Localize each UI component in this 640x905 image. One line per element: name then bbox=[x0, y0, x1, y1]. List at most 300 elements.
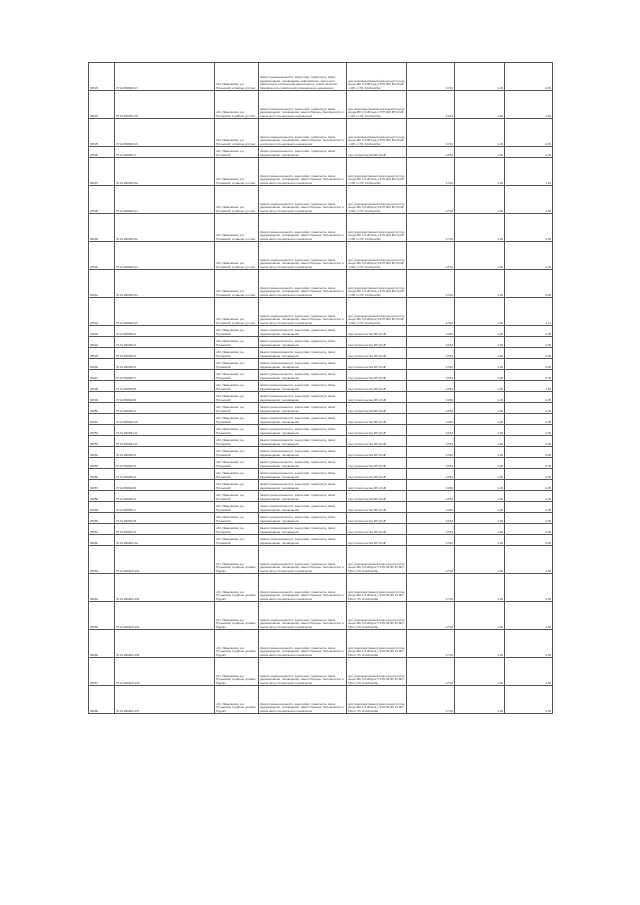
table-row bbox=[89, 513, 553, 524]
location-cell: обл. Ивановская, р-н Пучежский, в районе д.Стоки bbox=[215, 242, 259, 270]
land-category-cell: Земли промышленности, энергетики, транспорта, связи, радиовещания, телевидения, земли обороны, безопасности и земли иного специального назначения bbox=[259, 91, 347, 119]
land-category-cell: Земли промышленности, энергетики, транспорта, связи, радиовещания, телевидения, земли обороны, безопасности и земли иного специального назначения bbox=[259, 186, 347, 214]
cadastral-number-cell: 37:10:060603:4 bbox=[115, 337, 215, 348]
value-cell: 0,65 bbox=[505, 630, 553, 658]
location-cell: обл. Ивановская, р-н Пучежский bbox=[215, 480, 259, 491]
area-cell: 0,704 bbox=[407, 686, 455, 714]
cadastral-number-cell: 37:10:060603:5 bbox=[115, 348, 215, 359]
area-cell: 2,304 bbox=[407, 298, 455, 326]
value-cell: 0,05 bbox=[505, 535, 553, 546]
cadastral-number-cell: 37:10:060604:12 bbox=[115, 436, 215, 447]
area-cell: 0,054 bbox=[407, 535, 455, 546]
land-category-cell: Земли промышленности, энергетики, транспорта, связи, радиовещания, телевидения bbox=[259, 147, 347, 158]
location-cell: обл. Ивановская, р-н Пучежский bbox=[215, 502, 259, 513]
land-category-cell: Земли промышленности, энергетики, транспорта, связи, радиовещания, телевидения bbox=[259, 469, 347, 480]
land-category-cell: Земли промышленности, энергетики, транспорта, связи, радиовещания, телевидения bbox=[259, 447, 347, 458]
row-number-cell: 06038 bbox=[89, 186, 115, 214]
cadastral-number-cell: 37:10:060604:2 bbox=[115, 447, 215, 458]
table-row bbox=[89, 414, 553, 425]
row-number-cell: 06068 bbox=[89, 686, 115, 714]
table-row bbox=[89, 524, 553, 535]
area-cell: 0,054 bbox=[407, 147, 455, 158]
land-category-cell: Земли промышленности, энергетики, транспорта, связи, радиовещания, телевидения bbox=[259, 480, 347, 491]
row-number-cell: 06046 bbox=[89, 359, 115, 370]
table-row bbox=[89, 348, 553, 359]
row-number-cell: 06056 bbox=[89, 469, 115, 480]
row-number-cell: 06058 bbox=[89, 491, 115, 502]
cadastral-number-cell: 37:10:060603:24 bbox=[115, 270, 215, 298]
land-category-cell: Земли промышленности, энергетики, транспорта, связи, радиовещания, телевидения, земли обороны, безопасности и земли иного специального назначения bbox=[259, 686, 347, 714]
cadastral-number-cell: 37:10:060603:21 bbox=[115, 186, 215, 214]
value-cell: 0,05 bbox=[505, 359, 553, 370]
permitted-use-cell: для производственной деятельности (под опоры ВЛ 0,4 кВ фид.1 КТП-303 ВЛ 10 кВ ч 130 от ПС Хлебороба) bbox=[347, 214, 407, 242]
coefficient-cell: 1,00 bbox=[455, 491, 505, 502]
area-cell: 0,054 bbox=[407, 458, 455, 469]
location-cell: обл. Ивановская, р-н Пучежский bbox=[215, 403, 259, 414]
row-number-cell: 06043 bbox=[89, 326, 115, 337]
permitted-use-cell: под строительство ВЛ 10 кВ bbox=[347, 414, 407, 425]
permitted-use-cell: для производственной деятельности (под опоры ВЛ 0,4 кВ фид.4 КТП-303 ВЛ 10 кВ ч 130 от ПС Хлебороба) bbox=[347, 119, 407, 147]
row-number-cell: 06061 bbox=[89, 524, 115, 535]
land-category-cell: Земли промышленности, энергетики, транспорта, связи, радиовещания, телевидения bbox=[259, 436, 347, 447]
location-cell: обл. Ивановская, р-н Пучежский, в районе д.Стоки bbox=[215, 119, 259, 147]
row-number-cell: 06066 bbox=[89, 630, 115, 658]
cadastral-number-cell: 37:10:060605:105 bbox=[115, 630, 215, 658]
location-cell: обл. Ивановская, р-н Пучежский bbox=[215, 436, 259, 447]
permitted-use-cell: под строительство ВЛ 10 кВ bbox=[347, 458, 407, 469]
permitted-use-cell: для производственной деятельности (под опоры ВЛ 0,4 кВ фид.4 КТП-303 ВЛ 10 кВ ч 130 от ПС Хлебороба) bbox=[347, 298, 407, 326]
coefficient-cell: 1,00 bbox=[455, 535, 505, 546]
permitted-use-cell: под строительство ВЛ 10 кВ bbox=[347, 348, 407, 359]
permitted-use-cell: под строительство ВЛ 10 кВ bbox=[347, 469, 407, 480]
permitted-use-cell: под строительство ВЛ 10 кВ bbox=[347, 447, 407, 458]
row-number-cell: 06034 bbox=[89, 91, 115, 119]
land-category-cell: Земли промышленности, энергетики, транспорта, связи, радиовещания, телевидения, земли обороны, безопасности и земли иного специального назначения bbox=[259, 242, 347, 270]
land-category-cell: Земли промышленности, энергетики, транспорта, связи, радиовещания, телевидения bbox=[259, 392, 347, 403]
location-cell: обл. Ивановская, р-н Пучежский, в районе д.Новое Пудово bbox=[215, 630, 259, 658]
land-category-cell: Земли промышленности, энергетики, транспорта, связи, радиовещания, телевидения bbox=[259, 337, 347, 348]
coefficient-cell: 1,00 bbox=[455, 381, 505, 392]
table-row bbox=[89, 502, 553, 513]
coefficient-cell: 1,00 bbox=[455, 469, 505, 480]
table-row bbox=[89, 63, 553, 91]
coefficient-cell: 1,00 bbox=[455, 686, 505, 714]
land-category-cell: Земли промышленности, энергетики, транспорта, связи, радиовещания, телевидения, земли обороны, безопасности и земли иного специального назначения bbox=[259, 546, 347, 574]
value-cell: 0,05 bbox=[505, 414, 553, 425]
land-category-cell: Земли промышленности, энергетики, транспорта, связи, радиовещания, телевидения bbox=[259, 524, 347, 535]
location-cell: обл. Ивановская, р-н Пучежский, в районе д.Новое Пудово bbox=[215, 602, 259, 630]
area-cell: 0,704 bbox=[407, 63, 455, 91]
table-row bbox=[89, 370, 553, 381]
land-category-cell: Земли промышленности, энергетики, транспорта, связи, радиовещания, телевидения bbox=[259, 326, 347, 337]
land-category-cell: Земли промышленности, энергетики, транспорта, связи, радиовещания, телевидения bbox=[259, 491, 347, 502]
coefficient-cell: 1,00 bbox=[455, 359, 505, 370]
permitted-use-cell: под строительство ВЛ 10 кВ bbox=[347, 337, 407, 348]
area-cell: 0,704 bbox=[407, 574, 455, 602]
value-cell: 0,05 bbox=[505, 447, 553, 458]
coefficient-cell: 1,00 bbox=[455, 337, 505, 348]
value-cell: 1,25 bbox=[505, 381, 553, 392]
area-cell: 0,054 bbox=[407, 370, 455, 381]
value-cell: 0,05 bbox=[505, 392, 553, 403]
cadastral-number-cell: 37:10:060605:103 bbox=[115, 574, 215, 602]
location-cell: обл. Ивановская, р-н Пучежский bbox=[215, 414, 259, 425]
permitted-use-cell: под строительство ВЛ 10 кВ bbox=[347, 359, 407, 370]
table-row bbox=[89, 337, 553, 348]
row-number-cell: 06055 bbox=[89, 458, 115, 469]
value-cell: 0,05 bbox=[505, 436, 553, 447]
land-category-cell: Земли промышленности, энергетики, транспорта, связи, радиовещания, телевидения bbox=[259, 458, 347, 469]
cadastral-number-cell: 37:10:060603:18 bbox=[115, 91, 215, 119]
cadastral-number-cell: 37:10:060605:107 bbox=[115, 686, 215, 714]
row-number-cell: 06048 bbox=[89, 381, 115, 392]
coefficient-cell: 1,00 bbox=[455, 447, 505, 458]
land-category-cell: Земли промышленности, энергетики, транспорта, связи, радиовещания, телевидения, земли обороны, безопасности и земли иного специального назначения bbox=[259, 298, 347, 326]
location-cell: обл. Ивановская, р-н Пучежский, в районе д.Стоки bbox=[215, 214, 259, 242]
value-cell: 0,05 bbox=[505, 370, 553, 381]
table-row bbox=[89, 326, 553, 337]
location-cell: обл. Ивановская, р-н Пучежский bbox=[215, 381, 259, 392]
value-cell: 0,65 bbox=[505, 574, 553, 602]
area-cell: 0,704 bbox=[407, 630, 455, 658]
row-number-cell: 06044 bbox=[89, 337, 115, 348]
location-cell: обл. Ивановская, р-н Пучежский bbox=[215, 491, 259, 502]
area-cell: 0,054 bbox=[407, 469, 455, 480]
coefficient-cell: 1,00 bbox=[455, 546, 505, 574]
value-cell: 1,93 bbox=[505, 158, 553, 186]
value-cell: 0,65 bbox=[505, 602, 553, 630]
location-cell: обл. Ивановская, р-н Пучежский bbox=[215, 524, 259, 535]
cadastral-number-cell: 37:10:060603:17 bbox=[115, 63, 215, 91]
coefficient-cell: 1,00 bbox=[455, 480, 505, 491]
table-row bbox=[89, 658, 553, 686]
permitted-use-cell: под строительство ВЛ 10 кВ bbox=[347, 513, 407, 524]
value-cell: 0,05 bbox=[505, 242, 553, 270]
value-cell: 0,05 bbox=[505, 469, 553, 480]
location-cell: обл. Ивановская, р-н Пучежский, в районе д.Стоки bbox=[215, 186, 259, 214]
value-cell: 0,05 bbox=[505, 326, 553, 337]
area-cell: 0,704 bbox=[407, 546, 455, 574]
table-row bbox=[89, 91, 553, 119]
cadastral-number-cell: 37:10:060603:8 bbox=[115, 381, 215, 392]
area-cell: 0,704 bbox=[407, 602, 455, 630]
land-category-cell: Земли промышленности, энергетики, транспорта, связи, радиовещания, телевидения, земли обороны, безопасности и земли иного специального назначения bbox=[259, 658, 347, 686]
cadastral-number-cell: 37:10:060605:10 bbox=[115, 535, 215, 546]
cadastral-number-cell: 37:10:060603:3 bbox=[115, 326, 215, 337]
table-row bbox=[89, 119, 553, 147]
coefficient-cell: 1,00 bbox=[455, 392, 505, 403]
coefficient-cell: 1,00 bbox=[455, 147, 505, 158]
cadastral-number-cell: 37:10:060605:104 bbox=[115, 602, 215, 630]
row-number-cell: 06057 bbox=[89, 480, 115, 491]
area-cell: 0,054 bbox=[407, 502, 455, 513]
table-row bbox=[89, 630, 553, 658]
cadastral-number-cell: 37:10:060604:6 bbox=[115, 491, 215, 502]
location-cell: обл. Ивановская, р-н Пучежский bbox=[215, 392, 259, 403]
table-row bbox=[89, 242, 553, 270]
location-cell: обл. Ивановская, р-н Пучежский, в районе д.Новое Пудово bbox=[215, 546, 259, 574]
value-cell: 0,65 bbox=[505, 63, 553, 91]
row-number-cell: 06052 bbox=[89, 425, 115, 436]
area-cell: 0,054 bbox=[407, 524, 455, 535]
cadastral-number-cell: 37:10:060604:8 bbox=[115, 513, 215, 524]
row-number-cell: 06036 bbox=[89, 147, 115, 158]
land-category-cell: Земли промышленности, энергетики, транспорта, связи, радиовещания, телевидения bbox=[259, 370, 347, 381]
table-row bbox=[89, 480, 553, 491]
coefficient-cell: 1,00 bbox=[455, 119, 505, 147]
location-cell: обл. Ивановская, р-н Пучежский bbox=[215, 370, 259, 381]
row-number-cell: 06050 bbox=[89, 403, 115, 414]
permitted-use-cell: для производственной деятельности (под опоры ВЛ 0,4 кВ фид.1 КТП-303 ВЛ 10 кВ ч 130 от ПС Хлебороба) bbox=[347, 270, 407, 298]
table-row bbox=[89, 392, 553, 403]
permitted-use-cell: под строительство ВЛ 10 кВ bbox=[347, 425, 407, 436]
coefficient-cell: 1,00 bbox=[455, 270, 505, 298]
cadastral-number-cell: 37:10:060604:5 bbox=[115, 480, 215, 491]
location-cell: обл. Ивановская, р-н Пучежский bbox=[215, 447, 259, 458]
row-number-cell: 06060 bbox=[89, 513, 115, 524]
value-cell: 0,05 bbox=[505, 425, 553, 436]
cadastral-number-cell: 37:10:060604:1 bbox=[115, 403, 215, 414]
cadastral-number-cell: 37:10:060603:22 bbox=[115, 214, 215, 242]
table-row bbox=[89, 270, 553, 298]
table-row bbox=[89, 425, 553, 436]
coefficient-cell: 1,00 bbox=[455, 425, 505, 436]
row-number-cell: 06067 bbox=[89, 658, 115, 686]
table-row bbox=[89, 436, 553, 447]
row-number-cell: 06047 bbox=[89, 370, 115, 381]
value-cell: 0,05 bbox=[505, 524, 553, 535]
cadastral-number-cell: 37:10:060603:7 bbox=[115, 370, 215, 381]
land-category-cell: Земли промышленности, энергетики, транспорта, связи, радиовещания, телевидения, земли обороны, безопасности и земли иного специального назначения bbox=[259, 214, 347, 242]
row-number-cell: 06053 bbox=[89, 436, 115, 447]
permitted-use-cell: под строительство ВЛ 10 кВ bbox=[347, 491, 407, 502]
permitted-use-cell: под строительство ВЛ 10 кВ bbox=[347, 392, 407, 403]
row-number-cell: 06063 bbox=[89, 546, 115, 574]
table-row bbox=[89, 214, 553, 242]
coefficient-cell: 1,00 bbox=[455, 91, 505, 119]
permitted-use-cell: для производственной деятельности (под опоры ВЛ 0,4 кВ фид.4 КТП-303 ВЛ 10 кВ ч 130 от ПС Хлебороба) bbox=[347, 186, 407, 214]
land-category-cell: Земли промышленности, энергетики, транспорта, связи, радиовещания, телевидения bbox=[259, 414, 347, 425]
permitted-use-cell: для производственной деятельности (под опоры ВЛ 0,4 кВ фид.1 КТП-46 ВЛ 10 кВ ч 130 от ПС Хлебороба) bbox=[347, 546, 407, 574]
location-cell: обл. Ивановская, р-н Пучежский bbox=[215, 469, 259, 480]
coefficient-cell: 1,00 bbox=[455, 458, 505, 469]
cadastral-number-cell: 37:10:060604:9 bbox=[115, 524, 215, 535]
table-row bbox=[89, 298, 553, 326]
value-cell: 0,05 bbox=[505, 403, 553, 414]
permitted-use-cell: под строительство ВЛ 10 кВ bbox=[347, 326, 407, 337]
land-category-cell: Земли промышленности, энергетики, транспорта, связи, радиовещания, телевидения bbox=[259, 502, 347, 513]
permitted-use-cell: для производственной деятельности (под опоры ВЛ 0,4 кВ фид.1 КТП-303 ВЛ 10 кВ ч 130 от ПС Хлебороба) bbox=[347, 91, 407, 119]
coefficient-cell: 1,00 bbox=[455, 630, 505, 658]
table-row bbox=[89, 574, 553, 602]
coefficient-cell: 1,00 bbox=[455, 63, 505, 91]
coefficient-cell: 1,00 bbox=[455, 524, 505, 535]
land-category-cell: Земли промышленности, энергетики, транспорта, связи, радиовещания, телевидения, земли обороны, безопасности и земли иного специального назначения bbox=[259, 270, 347, 298]
land-category-cell: Земли промышленности, энергетики, транспорта, связи, радиовещания, телевидения bbox=[259, 403, 347, 414]
value-cell: 0,05 bbox=[505, 348, 553, 359]
table-row bbox=[89, 491, 553, 502]
row-number-cell: 06049 bbox=[89, 392, 115, 403]
area-cell: 0,054 bbox=[407, 447, 455, 458]
row-number-cell: 06040 bbox=[89, 242, 115, 270]
area-cell: 0,054 bbox=[407, 348, 455, 359]
coefficient-cell: 1,00 bbox=[455, 502, 505, 513]
area-cell: 0,054 bbox=[407, 337, 455, 348]
table-row bbox=[89, 186, 553, 214]
permitted-use-cell: под строительство ВЛ 10 кВ bbox=[347, 381, 407, 392]
row-number-cell: 06037 bbox=[89, 158, 115, 186]
area-cell: 0,054 bbox=[407, 436, 455, 447]
coefficient-cell: 1,00 bbox=[455, 403, 505, 414]
area-cell: 0,104 bbox=[407, 270, 455, 298]
row-number-cell: 06042 bbox=[89, 298, 115, 326]
row-number-cell: 06054 bbox=[89, 447, 115, 458]
value-cell: 0,05 bbox=[505, 491, 553, 502]
area-cell: 0,054 bbox=[407, 326, 455, 337]
value-cell: 0,65 bbox=[505, 546, 553, 574]
row-number-cell: 06065 bbox=[89, 602, 115, 630]
area-cell: 0,054 bbox=[407, 491, 455, 502]
value-cell: 2,11 bbox=[505, 298, 553, 326]
row-number-cell: 06033 bbox=[89, 63, 115, 91]
location-cell: обл. Ивановская, р-н Пучежский, в районе д.Новое Пудово bbox=[215, 658, 259, 686]
cadastral-number-cell: 37:10:060604:11 bbox=[115, 425, 215, 436]
coefficient-cell: 1,00 bbox=[455, 298, 505, 326]
cadastral-number-cell: 37:10:060604:5 bbox=[115, 392, 215, 403]
permitted-use-cell: под строительство ВЛ 10 кВ bbox=[347, 502, 407, 513]
cadastral-number-cell: 37:10:060604:10 bbox=[115, 414, 215, 425]
permitted-use-cell: для производственной деятельности (под опоры ВЛ 0,4 кВ фид.1 КТП-46 ВЛ 10 кВ ч 130 от ПС Хлебороба) bbox=[347, 686, 407, 714]
location-cell: обл. Ивановская, р-н Пучежский, в районе д.Стоки bbox=[215, 158, 259, 186]
table-row bbox=[89, 359, 553, 370]
coefficient-cell: 1,00 bbox=[455, 214, 505, 242]
table-row bbox=[89, 381, 553, 392]
area-cell: 0,704 bbox=[407, 658, 455, 686]
location-cell: обл. Ивановская, р-н Пучежский, в районе д.Новое Пудово bbox=[215, 574, 259, 602]
location-cell: обл. Ивановская, р-н Пучежский bbox=[215, 513, 259, 524]
permitted-use-cell: для производственной деятельности (под опоры ВЛ 0,4 кВ фид.1 КТП-303 ВЛ 10 кВ ч 130 от ПС Хлебороба) bbox=[347, 158, 407, 186]
land-category-cell: Земли промышленности, энергетики, транспорта, связи, радиовещания, телевидения bbox=[259, 535, 347, 546]
permitted-use-cell: для производственной деятельности (под опоры ВЛ 0,4 кВ фид.1 КТП-46 ВЛ 10 кВ ч 130 от ПС Хлебороба) bbox=[347, 658, 407, 686]
permitted-use-cell: под строительство ВЛ 10 кВ bbox=[347, 147, 407, 158]
cadastral-number-cell: 37:10:060604:4 bbox=[115, 469, 215, 480]
table-row bbox=[89, 447, 553, 458]
land-category-cell: Земли промышленности, энергетики, транспорта, связи, радиовещания, телевидения bbox=[259, 381, 347, 392]
table-row bbox=[89, 158, 553, 186]
table-row bbox=[89, 535, 553, 546]
coefficient-cell: 1,00 bbox=[455, 602, 505, 630]
permitted-use-cell: под строительство ВЛ 10 кВ bbox=[347, 480, 407, 491]
coefficient-cell: 1,00 bbox=[455, 370, 505, 381]
value-cell: 0,65 bbox=[505, 658, 553, 686]
permitted-use-cell: под строительство ВЛ 10 кВ bbox=[347, 524, 407, 535]
land-category-cell: Земли промышленности, энергетики, транспорта, связи, радиовещания, телевидения, земли обороны, безопасности и земли иного специального назначения bbox=[259, 630, 347, 658]
area-cell: 2,104 bbox=[407, 158, 455, 186]
permitted-use-cell: для производственной деятельности (под опоры ВЛ 0,4 кВ фид.1 КТП-46 ВЛ 10 кВ ч 130 от ПС Хлебороба) bbox=[347, 630, 407, 658]
land-category-cell: Земли промышленности, энергетики, транспорта, связи, радиовещания, телевидения bbox=[259, 359, 347, 370]
area-cell: 0,054 bbox=[407, 513, 455, 524]
land-category-cell: Земли промышленности, энергетики, транспорта, связи, радиовещания, телевидения, земли обороны, безопасности и земли иного специального назначения bbox=[259, 602, 347, 630]
land-category-cell: Земли промышленности, энергетики, транспорта, связи, радиовещания, телевидения bbox=[259, 513, 347, 524]
cadastral-number-cell: 37:10:060603:19 bbox=[115, 119, 215, 147]
value-cell: 0,05 bbox=[505, 337, 553, 348]
row-number-cell: 06064 bbox=[89, 574, 115, 602]
table-row bbox=[89, 458, 553, 469]
value-cell: 0,65 bbox=[505, 186, 553, 214]
land-category-cell: Земли промышленности, энергетики, транспорта, связи, радиовещания, телевидения, земли обороны, безопасности и земли иного специального назначения bbox=[259, 574, 347, 602]
row-number-cell: 06041 bbox=[89, 270, 115, 298]
location-cell: обл. Ивановская, р-н Пучежский bbox=[215, 359, 259, 370]
location-cell: обл. Ивановская, р-н Пучежский, в районе д.Стоки bbox=[215, 270, 259, 298]
row-number-cell: 06059 bbox=[89, 502, 115, 513]
value-cell: 1,90 bbox=[505, 91, 553, 119]
location-cell: обл. Ивановская, р-н Пучежский bbox=[215, 535, 259, 546]
cadastral-number-cell: 37:10:060603:25 bbox=[115, 298, 215, 326]
table-row bbox=[89, 546, 553, 574]
value-cell: 0,05 bbox=[505, 270, 553, 298]
row-number-cell: 06045 bbox=[89, 348, 115, 359]
table-row bbox=[89, 403, 553, 414]
coefficient-cell: 1,00 bbox=[455, 348, 505, 359]
area-cell: 0,054 bbox=[407, 359, 455, 370]
coefficient-cell: 1,00 bbox=[455, 574, 505, 602]
area-cell: 0,704 bbox=[407, 186, 455, 214]
land-category-cell: Земли промышленности, энергетики, транспорта, связи, радиовещания, телевидения, информатики, земли для обеспечения космической деятельности, земли обороны, безопасности и земли иного специального назначения bbox=[259, 63, 347, 91]
location-cell: обл. Ивановская, р-н Пучежский, в районе д.Стоки bbox=[215, 63, 259, 91]
cadastral-number-cell: 37:10:060603:6 bbox=[115, 359, 215, 370]
permitted-use-cell: для производственной деятельности (под опоры ВЛ 0,4 кВ фид.1 КТП-46 ВЛ 10 кВ ч 130 от ПС Хлебороба) bbox=[347, 602, 407, 630]
row-number-cell: 06051 bbox=[89, 414, 115, 425]
coefficient-cell: 1,00 bbox=[455, 242, 505, 270]
location-cell: обл. Ивановская, р-н Пучежский bbox=[215, 425, 259, 436]
permitted-use-cell: под строительство ВЛ 10 кВ bbox=[347, 436, 407, 447]
area-cell: 2,064 bbox=[407, 91, 455, 119]
cadastral-number-cell: 37:10:060603:23 bbox=[115, 242, 215, 270]
cadastral-number-cell: 37:10:060603:20 bbox=[115, 158, 215, 186]
area-cell: 0,054 bbox=[407, 480, 455, 491]
value-cell: 0,05 bbox=[505, 480, 553, 491]
land-category-cell: Земли промышленности, энергетики, транспорта, связи, радиовещания, телевидения bbox=[259, 425, 347, 436]
coefficient-cell: 1,00 bbox=[455, 158, 505, 186]
location-cell: обл. Ивановская, р-н Пучежский bbox=[215, 337, 259, 348]
coefficient-cell: 1,00 bbox=[455, 326, 505, 337]
value-cell: 0,65 bbox=[505, 119, 553, 147]
coefficient-cell: 1,00 bbox=[455, 414, 505, 425]
value-cell: 0,05 bbox=[505, 458, 553, 469]
permitted-use-cell: под строительство ВЛ 10 кВ bbox=[347, 403, 407, 414]
value-cell: 0,65 bbox=[505, 214, 553, 242]
location-cell: обл. Ивановская, р-н Пучежский bbox=[215, 147, 259, 158]
cadastral-number-cell: 37:10:060604:3 bbox=[115, 458, 215, 469]
permitted-use-cell: под строительство ВЛ 10 кВ bbox=[347, 370, 407, 381]
land-category-cell: Земли промышленности, энергетики, транспорта, связи, радиовещания, телевидения bbox=[259, 348, 347, 359]
coefficient-cell: 1,00 bbox=[455, 658, 505, 686]
location-cell: обл. Ивановская, р-н Пучежский bbox=[215, 326, 259, 337]
land-category-cell: Земли промышленности, энергетики, транспорта, связи, радиовещания, телевидения, земли обороны, безопасности и земли иного специального назначения bbox=[259, 158, 347, 186]
area-cell: 0,054 bbox=[407, 425, 455, 436]
location-cell: обл. Ивановская, р-н Пучежский, в районе д.Стоки bbox=[215, 91, 259, 119]
area-cell: 0,054 bbox=[407, 403, 455, 414]
cadastral-number-cell: 37:10:060604:7 bbox=[115, 502, 215, 513]
table-row bbox=[89, 469, 553, 480]
cadastral-number-cell: 37:10:060605:106 bbox=[115, 658, 215, 686]
value-cell: 0,05 bbox=[505, 513, 553, 524]
coefficient-cell: 1,00 bbox=[455, 436, 505, 447]
coefficient-cell: 1,00 bbox=[455, 186, 505, 214]
row-number-cell: 06062 bbox=[89, 535, 115, 546]
area-cell: 0,704 bbox=[407, 214, 455, 242]
row-number-cell: 06035 bbox=[89, 119, 115, 147]
